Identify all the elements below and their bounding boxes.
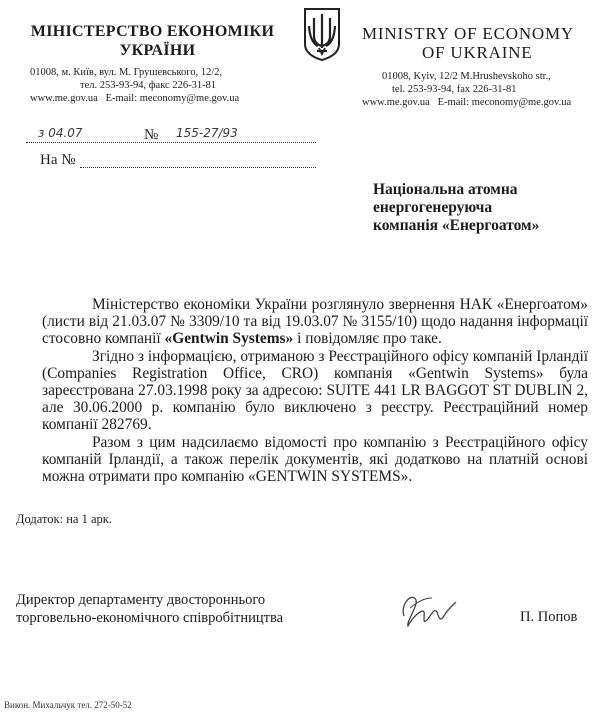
letterhead-left <box>20 22 285 105</box>
outgoing-registration <box>26 126 316 148</box>
registration-underline <box>26 142 316 143</box>
trident-coat-of-arms-icon <box>302 6 342 62</box>
ministry-address-ua: 01008, м. Київ, вул. М. Грушевського, 12/2, <box>30 67 223 78</box>
signatory-title-line1: Директор департаменту двостороннього <box>16 592 266 608</box>
ministry-phones-ua: тел. 253-93-94, факс 226-31-81 <box>80 80 217 91</box>
reply-underline <box>80 167 316 168</box>
signatory-title <box>16 591 283 627</box>
ministry-contacts-en: www.me.gov.ua E-mail: meconomy@me.gov.ua <box>362 97 572 108</box>
recipient-line1: Національна атомна <box>373 181 518 198</box>
paragraph-3: Разом з цим надсилаємо відомості про компанію з Реєстраційного офісу компаній Ірландії, а також перелік документів, які додатково на платній основі можна отримати про компанію «GENTWIN SYSTEMS». <box>42 433 588 486</box>
ministry-name-en-line2: OF UKRAINE <box>422 43 533 62</box>
handwritten-signature <box>392 586 462 632</box>
ministry-contacts-ua: www.me.gov.ua E-mail: meconomy@me.gov.ua <box>30 93 240 104</box>
paragraph-1-text-b: і повідомляє про таке. <box>293 330 442 348</box>
paragraph-1 <box>42 296 588 348</box>
letterhead-right <box>362 24 598 109</box>
ministry-phones-en: tel. 253-93-94, fax 226-31-81 <box>392 84 517 95</box>
ministry-address-en: 01008, Kyiv, 12/2 M.Hrushevskoho str., <box>382 71 551 82</box>
letter-body <box>42 296 588 485</box>
company-name-bold: «Gentwin Systems» <box>164 330 294 348</box>
attachment-note: Додаток: на 1 арк. <box>16 512 112 526</box>
reply-reference <box>40 152 316 174</box>
registration-number-sign: № <box>144 127 159 143</box>
recipient-line2: енергогенеруюча <box>373 199 493 216</box>
reply-label: На № <box>40 152 76 168</box>
registration-date: з 04.07 <box>38 126 83 140</box>
signatory-name: П. Попов <box>520 609 578 625</box>
ministry-name-ua-line1: МІНІСТЕРСТВО ЕКОНОМІКИ <box>30 23 275 40</box>
executor-info: Викон. Михальчук тел. 272-50-52 <box>4 700 132 710</box>
recipient-line3: компанія «Енергоатом» <box>373 217 540 234</box>
signatory-title-line2: торговельно-економічного співробітництва <box>16 610 284 626</box>
registration-number: 155-27/93 <box>176 126 238 140</box>
paragraph-2: Згідно з інформацією, отриманою з Реєстраційного офісу компаній Ірландії (Companies Registration Office, CRO) компанія «Gentwin Systems» була зареєстрована 27.03.1998 року за адресою: SUITE 441 LR BAGGOT ST DUBLIN 2, але 30.06.2000 р. компанію було виключено з реєстру. Реєстраційний номер компанії 282769. <box>42 347 588 434</box>
ministry-name-ua-line2: УКРАЇНИ <box>119 42 196 59</box>
recipient-block <box>373 181 593 235</box>
ministry-name-en-line1: MINISTRY OF ECONOMY <box>362 24 574 43</box>
paragraph-1-text-a: Міністерство економіки України розглянуло звернення НАК «Енергоатом» (листи від 21.03.07 № 3309/10 та від 19.03.07 № 3155/10) щодо надання інформації стосовно компанії <box>42 296 588 348</box>
